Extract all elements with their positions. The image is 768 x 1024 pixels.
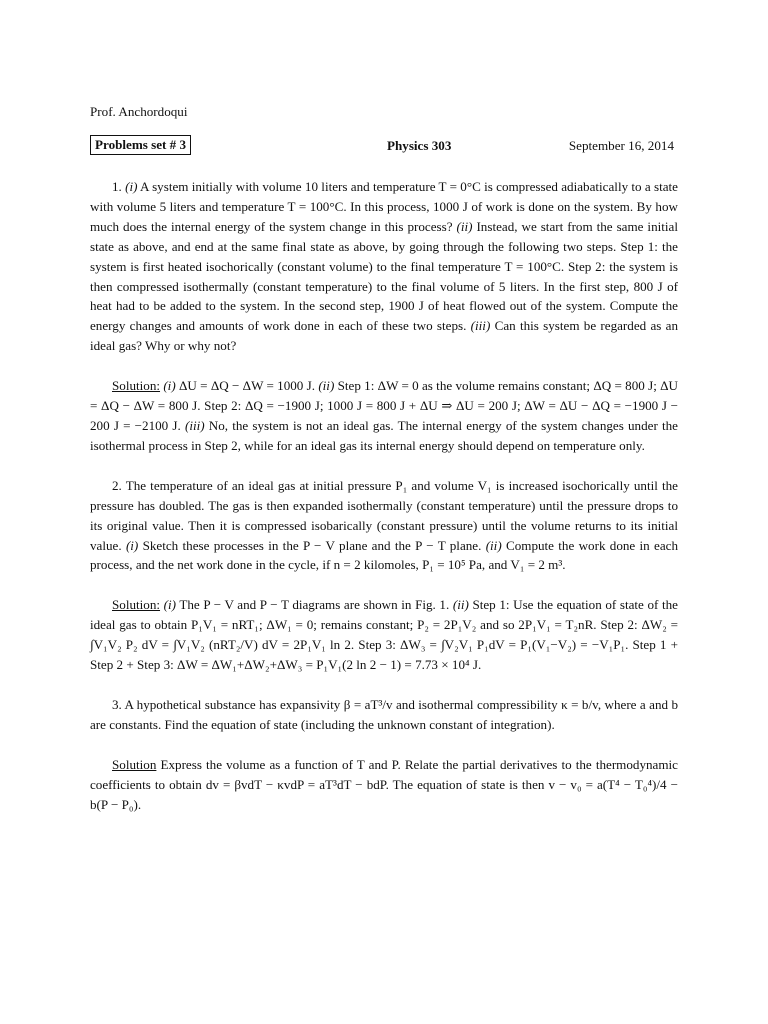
date: September 16, 2014 [568, 138, 674, 153]
problem-2-text-a: 2. The temperature of an ideal gas at initial pressure P₁ and volume V₁ is increased isochorically until the pressure has doubled. The gas is then expanded isothermally (constant temperature) until the pressure drops to its original value. Then it is compressed isobarically (constant pressure) until the volume returns to its initial value. [90, 477, 678, 553]
solution-1-label: Solution: [112, 378, 161, 394]
problem-3: 3. A hypothetical substance has expansivity β = aT³/v and isothermal compressibility κ = b/v, where a and b are constants. Find the equation of state (including the unknown constant of integration). [90, 696, 678, 732]
solution-1-part-iii: No, the system is not an ideal gas. The internal energy of the system changes under the isothermal process in Step 2, while for an ideal gas its internal energy should depend on temperature only. [90, 417, 678, 453]
header-row [90, 135, 678, 159]
problem-1-part-i: A system initially with volume 10 liters and temperature T = 0°C is compressed adiabatically to a state with volume 5 liters and temperature T = 100°C. In this process, 1000 J of work is done on the system. By how much does the internal energy of the system change in this process? [90, 179, 678, 234]
problem-2-text-b: Sketch these processes in the P − V plane and the P − T plane. [138, 537, 486, 553]
problem-1-part-iii: Can this system be regarded as an ideal gas? Why or why not? [90, 318, 678, 354]
course-name: Physics 303 [387, 138, 452, 153]
document-body [90, 177, 678, 834]
solution-1-part-i-label: (i) [160, 378, 176, 394]
solution-2-label: Solution: [112, 597, 161, 613]
problem-1-part-ii-label: (ii) [456, 218, 473, 234]
problem-set-title: Problems set # 3 [90, 135, 191, 155]
solution-1-part-ii-label: (ii) [318, 378, 335, 394]
problem-1-part-i-label: (i) [125, 179, 138, 194]
solution-3 [90, 755, 678, 815]
solution-1-part-ii: Step 1: ΔW = 0 as the volume remains constant; ΔQ = 800 J; ΔU = ΔQ − ΔW = 800 J. Step 2: ΔQ = −1900 J; 1000 J = 800 J + ΔU ⇒ ΔU = 200 J; ΔW = ΔU − ΔQ = −1900 J − 200 J = −2100 J. [90, 378, 679, 433]
solution-2-text-a: The P − V and P − T diagrams are shown in Fig. 1. [176, 597, 453, 613]
solution-2-part-ii-label: (ii) [452, 597, 469, 613]
solution-1 [90, 376, 678, 456]
solution-2-part-i-label: (i) [160, 597, 176, 613]
problem-2-text-c: Compute the work done in each process, and the net work done in the cycle, if n = 2 kilomoles, P₁ = 10⁵ Pa, and V₁ = 2 m³. [90, 537, 678, 573]
solution-1-part-i: ΔU = ΔQ − ΔW = 1000 J. [175, 378, 319, 394]
problem-2-part-i-label: (i) [125, 537, 139, 553]
problem-1-lead: 1. [112, 179, 126, 194]
solution-3-label: Solution [112, 756, 157, 772]
problem-1-part-ii: Instead, we start from the same initial state as above, and end at the same final state as above, by going through the following two steps. Step 1: the system is first heated isochorically (constant volume) to the final temperature T = 100°C. Step 2: the system is then compressed isothermally (constant temperature) to the final volume of 5 liters. In the first step, 800 J of heat had to be added to the system. In the second step, 1900 J of heat flowed out of the system. Compute the energy changes and amounts of work done in each of these two steps. [90, 218, 678, 334]
solution-2-text-b: Step 1: Use the equation of state of the ideal gas to obtain P₁V₁ = nRT₁; ΔW₁ = 0; remains constant; P₂ = 2P₁V₂ and so 2P₁V₁ = T₂nR. Step 2: ΔW₂ = ∫V₁V₂ P₂ dV = ∫V₁V₂ (nRT₂/V) dV = 2P₁V₁ ln 2. Step 3: ΔW₃ = ∫V₂V₁ P₁dV = P₁(V₁−V₂) = −V₁P₁. Step 1 + Step 2 + Step 3: ΔW = ΔW₁+ΔW₂+ΔW₃ = P₁V₁(2 ln 2 − 1) = 7.73 × 10⁴ J. [90, 597, 678, 673]
author-name: Prof. Anchordoqui [90, 104, 188, 119]
solution-3-text: Express the volume as a function of T and P. Relate the partial derivatives to the thermodynamic coefficients to obtain dv = βvdT − κvdP = aT³dT − bdP. The equation of state is then v − v₀ = a(T⁴ − T₀⁴)/4 − b(P − P₀). [90, 756, 678, 812]
problem-1 [90, 177, 678, 356]
solution-1-part-iii-label: (iii) [184, 417, 205, 433]
solution-2 [90, 595, 678, 675]
problem-2 [90, 476, 678, 576]
problem-2-part-ii-label: (ii) [485, 537, 502, 553]
problem-1-part-iii-label: (iii) [470, 318, 491, 334]
